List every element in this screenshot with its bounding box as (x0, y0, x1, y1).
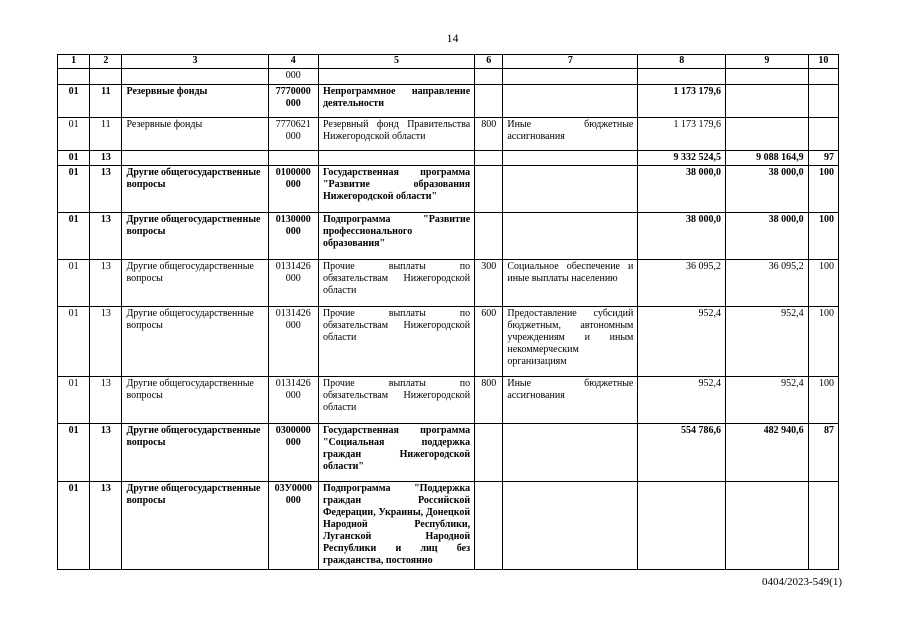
table-row (58, 118, 839, 151)
section-name: Другие общегосударственные вопросы (122, 377, 268, 424)
section-code: 01 (58, 424, 90, 482)
section-name: Другие общегосударственные вопросы (122, 166, 268, 213)
section-code (58, 69, 90, 85)
expense-type-name (503, 85, 638, 118)
column-header: 1 (58, 55, 90, 69)
section-code: 01 (58, 307, 90, 377)
article-name: Прочие выплаты по обязательствам Нижегородской области (318, 307, 474, 377)
execution-percent: 100 (808, 377, 838, 424)
planned-amount (638, 482, 726, 570)
column-header: 7 (503, 55, 638, 69)
subsection-code: 11 (90, 118, 122, 151)
expense-type-name (503, 424, 638, 482)
executed-amount: 9 088 164,9 (726, 151, 809, 166)
subsection-code: 13 (90, 213, 122, 260)
executed-amount: 36 095,2 (726, 260, 809, 307)
execution-percent (808, 482, 838, 570)
subsection-code: 13 (90, 424, 122, 482)
planned-amount: 38 000,0 (638, 166, 726, 213)
target-article-code: 0300000 000 (268, 424, 318, 482)
expense-type-code (475, 166, 503, 213)
target-article-code: 0100000 000 (268, 166, 318, 213)
article-name: Государственная программа "Развитие образования Нижегородской области" (318, 166, 474, 213)
column-number-row (58, 55, 839, 69)
section-name: Другие общегосударственные вопросы (122, 213, 268, 260)
table-row (58, 424, 839, 482)
execution-percent: 100 (808, 213, 838, 260)
executed-amount: 38 000,0 (726, 166, 809, 213)
expense-type-code (475, 213, 503, 260)
subsection-code: 13 (90, 307, 122, 377)
subsection-code: 13 (90, 166, 122, 213)
section-code: 01 (58, 85, 90, 118)
table-row (58, 377, 839, 424)
planned-amount: 9 332 524,5 (638, 151, 726, 166)
expense-type-name: Иные бюджетные ассигнования (503, 377, 638, 424)
execution-percent: 100 (808, 307, 838, 377)
execution-percent (808, 118, 838, 151)
column-header: 5 (318, 55, 474, 69)
expense-type-name (503, 482, 638, 570)
planned-amount: 952,4 (638, 307, 726, 377)
expense-type-code: 800 (475, 118, 503, 151)
section-name (122, 69, 268, 85)
column-header: 10 (808, 55, 838, 69)
planned-amount: 36 095,2 (638, 260, 726, 307)
expense-type-name: Предоставление субсидий бюджетным, автономным учреждениям и иным некоммерческим организациям (503, 307, 638, 377)
column-header: 4 (268, 55, 318, 69)
target-article-code: 000 (268, 69, 318, 85)
table-row (58, 166, 839, 213)
subsection-code: 13 (90, 377, 122, 424)
subsection-code: 11 (90, 85, 122, 118)
article-name: Подпрограмма "Поддержка граждан Российской Федерации, Украины, Донецкой Народной Республики, Луганской Народной Республики и лиц без гражданства, постоянно (318, 482, 474, 570)
expense-type-name (503, 151, 638, 166)
table-row (58, 213, 839, 260)
section-code: 01 (58, 118, 90, 151)
column-header: 8 (638, 55, 726, 69)
table-row (58, 260, 839, 307)
executed-amount: 952,4 (726, 377, 809, 424)
planned-amount: 952,4 (638, 377, 726, 424)
article-name (318, 151, 474, 166)
section-code: 01 (58, 166, 90, 213)
execution-percent (808, 69, 838, 85)
article-name: Резервный фонд Правительства Нижегородской области (318, 118, 474, 151)
table-row (58, 307, 839, 377)
expense-type-name (503, 166, 638, 213)
subsection-code: 13 (90, 151, 122, 166)
column-header: 6 (475, 55, 503, 69)
section-code: 01 (58, 482, 90, 570)
execution-percent: 87 (808, 424, 838, 482)
target-article-code: 7770621 000 (268, 118, 318, 151)
article-name (318, 69, 474, 85)
expense-type-code (475, 424, 503, 482)
target-article-code: 03У0000 000 (268, 482, 318, 570)
section-name: Другие общегосударственные вопросы (122, 482, 268, 570)
section-code: 01 (58, 377, 90, 424)
target-article-code: 0131426 000 (268, 307, 318, 377)
section-code: 01 (58, 260, 90, 307)
executed-amount: 482 940,6 (726, 424, 809, 482)
budget-table (57, 54, 839, 570)
target-article-code: 7770000 000 (268, 85, 318, 118)
article-name: Подпрограмма "Развитие профессионального образования" (318, 213, 474, 260)
section-code: 01 (58, 213, 90, 260)
execution-percent: 100 (808, 260, 838, 307)
target-article-code: 0130000 000 (268, 213, 318, 260)
executed-amount (726, 482, 809, 570)
table-row (58, 151, 839, 166)
section-name: Резервные фонды (122, 118, 268, 151)
expense-type-code: 300 (475, 260, 503, 307)
planned-amount: 554 786,6 (638, 424, 726, 482)
section-name: Другие общегосударственные вопросы (122, 260, 268, 307)
target-article-code: 0131426 000 (268, 377, 318, 424)
planned-amount: 1 173 179,6 (638, 85, 726, 118)
article-name: Прочие выплаты по обязательствам Нижегородской области (318, 377, 474, 424)
execution-percent: 100 (808, 166, 838, 213)
column-header: 3 (122, 55, 268, 69)
target-article-code: 0131426 000 (268, 260, 318, 307)
article-name: Прочие выплаты по обязательствам Нижегородской области (318, 260, 474, 307)
subsection-code (90, 69, 122, 85)
section-name (122, 151, 268, 166)
executed-amount: 952,4 (726, 307, 809, 377)
executed-amount (726, 118, 809, 151)
article-name: Непрограммное направление деятельности (318, 85, 474, 118)
table-row (58, 85, 839, 118)
document-code: 0404/2023-549(1) (761, 576, 842, 588)
executed-amount: 38 000,0 (726, 213, 809, 260)
target-article-code (268, 151, 318, 166)
section-name: Другие общегосударственные вопросы (122, 424, 268, 482)
planned-amount (638, 69, 726, 85)
table-row (58, 69, 839, 85)
column-header: 9 (726, 55, 809, 69)
expense-type-name (503, 213, 638, 260)
expense-type-name: Иные бюджетные ассигнования (503, 118, 638, 151)
section-name: Другие общегосударственные вопросы (122, 307, 268, 377)
table-row (58, 482, 839, 570)
subsection-code: 13 (90, 260, 122, 307)
subsection-code: 13 (90, 482, 122, 570)
column-header: 2 (90, 55, 122, 69)
execution-percent (808, 85, 838, 118)
expense-type-code: 600 (475, 307, 503, 377)
planned-amount: 1 173 179,6 (638, 118, 726, 151)
expense-type-code: 800 (475, 377, 503, 424)
executed-amount (726, 69, 809, 85)
expense-type-code (475, 85, 503, 118)
planned-amount: 38 000,0 (638, 213, 726, 260)
expense-type-name: Социальное обеспечение и иные выплаты населению (503, 260, 638, 307)
section-code: 01 (58, 151, 90, 166)
expense-type-code (475, 482, 503, 570)
execution-percent: 97 (808, 151, 838, 166)
article-name: Государственная программа "Социальная поддержка граждан Нижегородской области" (318, 424, 474, 482)
expense-type-code (475, 69, 503, 85)
section-name: Резервные фонды (122, 85, 268, 118)
page-number: 14 (446, 31, 459, 45)
expense-type-code (475, 151, 503, 166)
executed-amount (726, 85, 809, 118)
expense-type-name (503, 69, 638, 85)
